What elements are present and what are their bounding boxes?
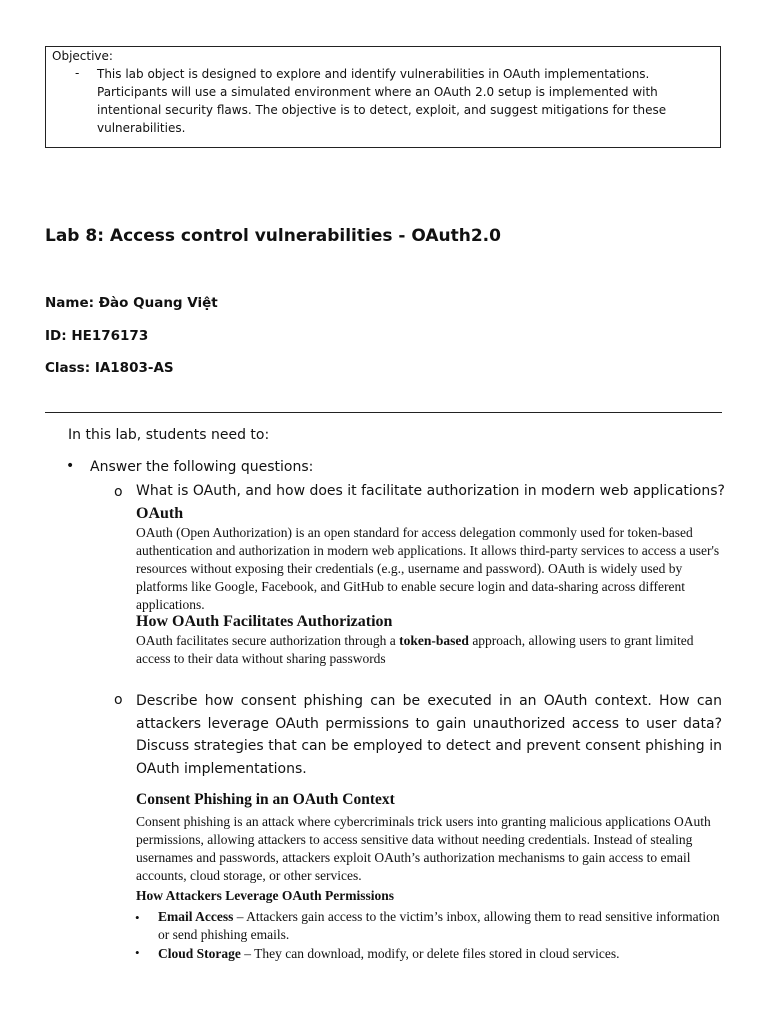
list-bullet: •: [135, 910, 140, 925]
bullet-marker: •: [66, 458, 75, 474]
attackers-heading: How Attackers Leverage OAuth Permissions: [136, 888, 394, 903]
student-class: Class: IA1803-AS: [45, 360, 174, 376]
how-oauth-text-after: approach, allowing users to grant limited access to their data without sharing passwords: [136, 633, 694, 666]
lab-title: Lab 8: Access control vulnerabilities - OAuth2.0: [45, 226, 501, 246]
oauth-heading: OAuth: [136, 505, 184, 522]
list-item-text: – Attackers gain access to the victim’s inbox, allowing them to read sensitive information or send phishing emails.: [158, 909, 720, 942]
list-item-bold: Cloud Storage: [158, 946, 241, 961]
list-item-text: – They can download, modify, or delete files stored in cloud services.: [240, 946, 620, 961]
student-id: ID: HE176173: [45, 328, 149, 344]
bullet-text: Answer the following questions:: [90, 459, 314, 475]
sub-bullet-marker: o: [114, 484, 123, 500]
consent-phishing-paragraph: Consent phishing is an attack where cybercriminals trick users into granting malicious applications OAuth permissions, allowing attackers to access sensitive data without needing credentials. Instead of stealing usernames and passwords, attackers exploit OAuth’s authorization mechanisms to gain access to email accounts, cloud storage, or other services.: [136, 814, 711, 883]
sub-bullet-marker: o: [114, 692, 123, 708]
objective-label: Objective:: [52, 49, 113, 63]
horizontal-divider: [45, 412, 722, 413]
question-1: What is OAuth, and how does it facilitate authorization in modern web applications?: [136, 483, 725, 499]
list-bullet: •: [135, 945, 140, 960]
list-item: [158, 908, 728, 944]
how-oauth-heading: How OAuth Facilitates Authorization: [136, 613, 393, 630]
list-item: [158, 945, 728, 963]
objective-dash: -: [75, 66, 80, 80]
student-name: Name: Đào Quang Việt: [45, 295, 218, 311]
how-oauth-paragraph: [136, 632, 726, 668]
oauth-paragraph: OAuth (Open Authorization) is an open standard for access delegation commonly used for token-based authentication and authorization in modern web applications. It allows third-party services to access a user's resources without exposing their credentials (e.g., username and password). OAuth is widely used by platforms like Google, Facebook, and GitHub to enable secure login and data-sharing across different applications.: [136, 525, 720, 612]
objective-text: This lab object is designed to explore and identify vulnerabilities in OAuth implementations. Participants will use a simulated environment where an OAuth 2.0 setup is implemented with intentional security flaws. The objective is to detect, exploit, and suggest mitigations for these vulnerabilities.: [97, 67, 667, 135]
question-2: Describe how consent phishing can be executed in an OAuth context. How can attackers leverage OAuth permissions to gain unauthorized access to user data? Discuss strategies that can be employed to detect and prevent consent phishing in OAuth implementations.: [136, 693, 722, 777]
list-item-bold: Email Access: [158, 909, 234, 924]
how-oauth-text-before: OAuth facilitates secure authorization through a: [136, 633, 400, 648]
intro-text: In this lab, students need to:: [68, 427, 270, 443]
consent-phishing-heading: Consent Phishing in an OAuth Context: [136, 791, 395, 808]
token-based-bold: token-based: [399, 633, 469, 648]
